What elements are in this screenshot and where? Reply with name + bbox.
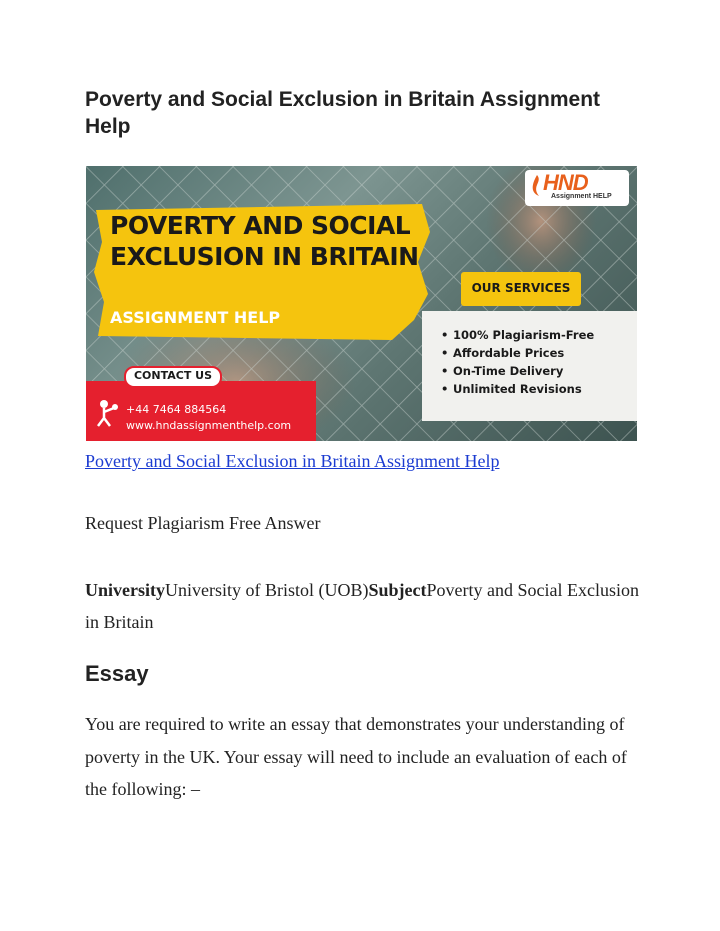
contact-label: CONTACT US (133, 369, 213, 382)
request-answer-text: Request Plagiarism Free Answer (85, 513, 321, 533)
services-list (441, 326, 631, 398)
service-item: • 100% Plagiarism-Free (441, 328, 595, 342)
bullet-icon: • (441, 346, 449, 360)
banner-phone: +44 7464 884564 (126, 403, 227, 416)
bullet-icon: • (441, 382, 449, 396)
services-label: OUR SERVICES (471, 281, 571, 295)
assignment-help-link[interactable]: Poverty and Social Exclusion in Britain Assignment Help (85, 451, 500, 471)
essay-body: You are required to write an essay that demonstrates your understanding of poverty in the UK. Your essay will need to include an evaluation of each of the following: – (85, 714, 627, 799)
university-label: University (85, 580, 165, 600)
bullet-icon: • (441, 328, 449, 342)
service-item: • On-Time Delivery (441, 364, 564, 378)
logo-subtext: Assignment HELP (551, 193, 612, 200)
subject-value: Poverty and Social Exclusion in Britain (85, 580, 639, 632)
logo-text: HND (543, 170, 588, 195)
person-figure-icon (94, 398, 120, 428)
bullet-icon: • (441, 364, 449, 378)
essay-heading: Essay (85, 661, 149, 686)
service-item: • Unlimited Revisions (441, 382, 582, 396)
banner-website: www.hndassignmenthelp.com (126, 419, 292, 432)
university-value: University of Bristol (UOB) (165, 580, 369, 600)
university-subject-line (85, 574, 645, 638)
service-item: • Affordable Prices (441, 346, 565, 360)
banner-image[interactable] (86, 166, 637, 441)
hnd-logo (525, 170, 629, 206)
banner-subheadline: ASSIGNMENT HELP (110, 308, 281, 327)
banner-headline: POVERTY AND SOCIAL EXCLUSION IN BRITAIN (110, 211, 419, 271)
page-title: Poverty and Social Exclusion in Britain Assignment Help (85, 88, 601, 138)
services-badge (461, 272, 581, 306)
contact-us-button (124, 366, 222, 388)
subject-label: Subject (368, 580, 427, 600)
